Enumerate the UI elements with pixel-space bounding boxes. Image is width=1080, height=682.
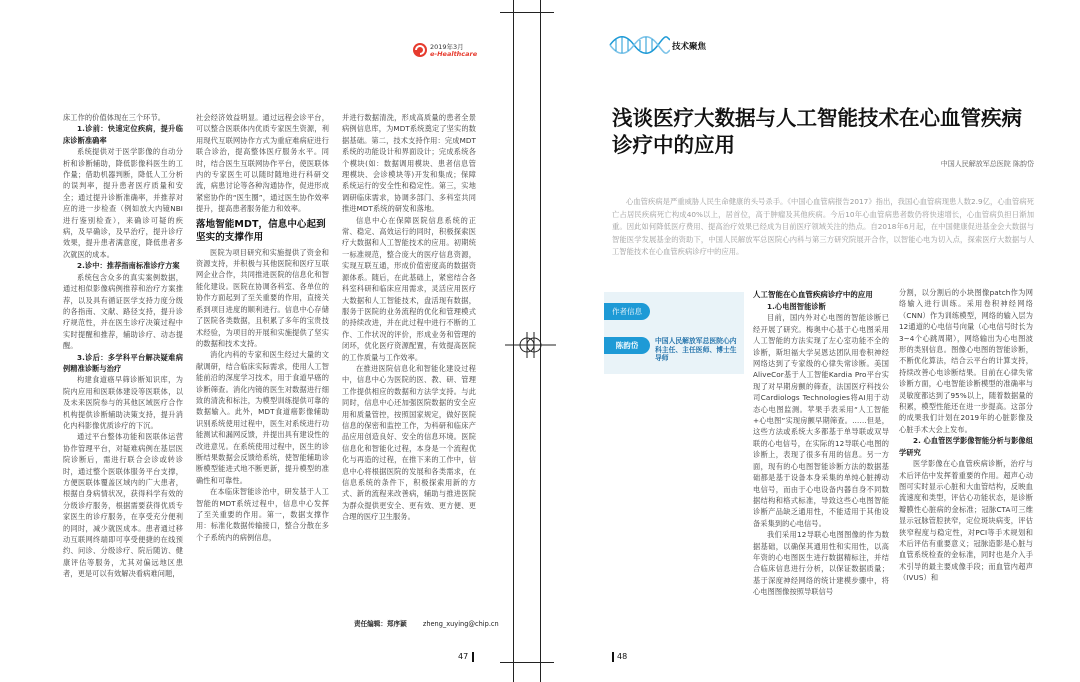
body-paragraph: 分割，以分割后的小块图像patch作为网络输入进行训练。采用卷积神经网络（CNN）作为训练模型，网络的输入层为12通道的心电信号向量（心电信号时长为3~4个心跳周期），网络输出为心电图波形的类别信息。图像心电图的智能诊断，不断优化算法，结合云平台的计算支持，持续改善心电诊断结果。目前在心律失常诊断方面，心电智能诊断模型的准确率与灵敏度都达到了95%以上，随着数据量的积累，模型性能还在进一步提高。这部分的成果我们计划在2019年的心脏影像及心脏手术大会上发布。 [899, 288, 1033, 434]
body-paragraph: 我们采用12导联心电图图像的作为数据基础，以确保其通用性和实用性，以高年资的心电图医生进行数据精标注，并结合临床信息进行分析，以保证数据质量；基于深度神经网络的统计建模步骤中，将心电图图像按照导联信号 [753, 530, 889, 597]
page-number-bar-left [472, 652, 474, 662]
body-paragraph: 床工作的价值体现在三个环节。 [63, 113, 166, 122]
body-paragraph: 目前，国内外对心电图的智能诊断已经开展了研究。梅奥中心基于心电图采用人工智能的方法实现了左心室功能不全的诊断，斯坦福大学吴恩达团队用卷积神经网络达到了专家级的心律失常诊断。美国AliveCor基于人工智能Kardia Pro平台实现了对早期房颤的筛查，法国医疗科技公司Cardiologs Technologies将AI用于动态心电图监测。苹果手表采用“人工智能+心电图”实现房颤早期筛查。……但是，这些方法或系统大多都基于单导联或双导联的心电信号，在实际的12导联心电图的诊断上，表现了很多有用的信息。另一方面，现有的心电图智能诊断方法的数据基础都是基于设备本身采集的单纯心脏搏动电信号，而由于心电设备内器自身不同数据结构和格式标准，导致这些心电图智能诊断产品缺乏通用性，不能适用于其他设备采集到的心电信号。 [753, 313, 889, 528]
crop-mark-bottom [500, 662, 554, 663]
body-paragraph: 并进行数据清洗，形成高质量的患者全景病例信息库，为MDT系统奠定了坚实的数据基础。第二，技术支持作用：完成MDT系统的功能设计和界面设计；完成系统各个模块(如：数据调用模块、患者信息管理模块、会诊模块等)开发和集成；保障系统运行的安全性和稳定性。第三，实地调研临床需求，协调多部门、多科室共同推进MDT系统的研发和落地。 [342, 113, 476, 214]
page-number-right: 48 [617, 652, 628, 661]
section-heading: 落地智能MDT，信息中心起到坚实的支撑作用 [196, 218, 326, 243]
crop-mark-top [500, 12, 554, 13]
header-brand: e-Healthcare [430, 50, 478, 58]
header-date: 2019年3月 [430, 43, 464, 51]
body-paragraph: 通过平台整体功能和医联体运营协作管理平台，对疑难病例在基层医院诊断后，需进行联合会诊或转诊时，通过整个医联体服务平台支撑，方便医联体覆盖区域内的广大患者，根据自身病情状况，获得科学有效的分级诊疗服务，根据需要获得优质专家医生的诊疗服务，在享受充分便利的同时，减少就医成本。患者通过移动互联网终端即可享受便捷的在线预约、问诊、分级诊疗、院后随访、健康评估等服务，尤其对偏远地区患者，更是可以有效解决看病难问题， [63, 432, 183, 579]
article-abstract: 心血管疾病是严重威胁人民生命健康的头号杀手。《中国心血管病报告2017》指出，我国心血管病现患人数2.9亿，心血管病死亡占居民疾病死亡构成40%以上，居首位，高于肿瘤及其他疾病。今后10年心血管病患者数仍将快速增长，心血管病负担日渐加重。因此如何降低医疗费用、提高治疗效果已经成为目前医疗领域关注的热点。自2018年6月起，在中国健康促进基金会大数据与智能医学发展基金的资助下，中国人民解放军总医院心内科与第三方研究院展开合作，以智能心电为切入点，探索医疗大数据与人工智能技术在心血管疾病诊疗中的应用。 [612, 197, 1034, 257]
right-column-2 [899, 287, 1033, 584]
author-info-label: 作者信息 [604, 303, 650, 320]
body-paragraph: 系统提供对于医学影像的自动分析和诊断辅助，降低影像科医生的工作量；借助机器判断，降低人工分析的误判率，提升患者医疗质量和安全；通过提升诊断准确率，并推荐对应的进一步检查（例如放大内镜NBI进行鉴别检查），来确诊可疑的疾病，及早确诊，及早治疗，提升诊疗效果，提升患者满意度，降低患者多次就医的成本。 [63, 147, 183, 259]
editor-label: 责任编辑：郑序颖 [354, 620, 407, 628]
body-paragraph: 系统包含众多的真实案例数据，通过相似影像病例推荐和治疗方案推荐，以及具有循证医学支持力度分级的各指南、文献、路径支持，提升诊疗规范性，并在医生诊疗决策过程中实时提醒和推荐，辅助诊疗、动态提醒。 [63, 272, 183, 351]
section-heading: 人工智能在心血管疾病诊疗中的应用 [753, 290, 873, 299]
body-paragraph: 信息中心在保障医院信息系统的正常、稳定、高效运行的同时，积极探索医疗大数据和人工智能技术的应用。初期统一标准规范，整合庞大的医疗信息资源，实现互联互通，形成价值密度高的数据资源体系。随后，在此基础上，紧密结合各科室科研和临床应用需求，灵活应用医疗大数据和人工智能技术，盘活现有数据，服务于医院的业务流程的优化和管理模式的持续改进，并在此过程中进行不断的工作、工作状况的评价，形成业务和管理的闭环，优化医疗资源配置，有效提高医院的工作质量与工作效率。 [342, 215, 476, 362]
body-paragraph: 社会经济效益明显。通过远程会诊平台，可以整合医联体内优质专家医生资源，利用现代互联网协作方式为重症难病症进行联合诊治，提高整体医疗服务水平。同时，结合医生互联网协作平台，使医联体内的专家医生可以随时随地进行科研交流，病患讨论等各种沟通协作，促进形成紧密协作的“医生圈”，通过医生协作效率提升，提高患者服务能力和效率。 [196, 113, 329, 214]
dna-helix-icon [608, 34, 670, 56]
right-column-1 [753, 287, 889, 598]
page-number-bar-right [612, 652, 614, 662]
body-paragraph: 在推进医院信息化和智能化建设过程中，信息中心为医院的医、教、研、管理工作提供相应的数据和方法学支持。与此同时，信息中心还加强医院数据的安全应用和质量管控，按照国家规定，做好医院信息的保密和监控工作，为科研和临床产品应用创造良好、安全的信息环境。医院信息化和智能化过程，本身是一个流程优化与再造的过程，在推下来的工作中，信息中心将根据医院的发展和各类需求，在信息系统的条件下，积极探索用新的方式、新的流程来改善病，辅助与推进医院为群众提供更安全、更有效、更方便、更合理的医疗卫生服务。 [342, 363, 476, 522]
editor-credit [354, 618, 499, 628]
left-page [0, 0, 526, 682]
subsection-heading: 1.心电图智能诊断 [767, 302, 826, 311]
page-number-left: 47 [458, 652, 469, 661]
subsection-heading: 1.诊前：快速定位疾病，提升临床诊断准确率 [63, 124, 183, 145]
body-paragraph: 医学影像在心血管疾病诊断，治疗与术后评估中发挥着重要的作用。超声心动图可实时显示心脏和大血管结构，反映血流速度和类型，评估心功能状态，是诊断瓣膜性心脏病的金标准；冠脉CTA可三维显示冠脉管腔狭窄，定位斑块病变，评估狭窄程度与稳定性，对PCI等手术规划和术后评估有重要意义；冠脉造影是心脏与血管系统检查的金标准，同时也是介入手术引导的最主要成像手段；而血管内超声（IVUS）和 [899, 459, 1033, 583]
e-healthcare-logo-icon [412, 42, 428, 58]
editor-email: zheng_xuying@chip.cn [422, 620, 499, 628]
body-paragraph: 医院为项目研究和实施提供了资金和资源支持，并积极与其他医院和医疗互联网企业合作，共同推进医院的信息化和智能化建设。医院在协调各科室、各单位的协作方面起到了至关重要的作用，直接关系到项目进度的顺利进行。信息中心存储了医院各类数据，且积累了多年的宝贵技术经验，为项目的开展和实施提供了坚实的数据和技术支持。 [196, 247, 329, 348]
left-column-1 [63, 112, 183, 580]
author-bio: 中国人民解放军总医院心内科主任、主任医师、博士生导师 [655, 337, 737, 362]
author-affiliation: 中国人民解放军总医院 陈韵岱 [940, 160, 1034, 168]
registration-mark-right-icon [512, 330, 556, 360]
body-paragraph: 构建食道癌早筛诊断知识库，为院内应用和医联体建设等医联体，以及未来医院参与的其他区域医疗合作机构提供诊断辅助决策支持，提升消化内科影像优质诊疗的下沉。 [63, 375, 183, 430]
article-title: 浅谈医疗大数据与人工智能技术在心血管疾病诊疗中的应用 [612, 106, 1022, 157]
left-column-2 [196, 112, 329, 543]
body-paragraph: 在本临床智能诊治中，研发基于人工智能的MDT系统过程中，信息中心发挥了至关重要的作用。第一，数据支撑作用：标准化数据传输接口，整合分散在多个子系统内的病例信息， [196, 487, 329, 542]
section-label: 技术聚焦 [672, 42, 707, 52]
author-name: 陈韵岱 [604, 337, 650, 354]
subsection-heading: 2. 心血管医学影像智能分析与影像组学研究 [899, 436, 1033, 457]
subsection-heading: 2.诊中：推荐指南标准诊疗方案 [77, 261, 180, 271]
subsection-heading: 3.诊后：多学科平台解决疑难病例精准诊断与治疗 [63, 352, 183, 373]
left-column-3 [342, 112, 476, 523]
body-paragraph: 消化内科的专家和医生经过大量的文献调研，结合临床实际需求，使用人工智能前沿的深度学习技术，用于食道早癌的诊断筛查。消化内镜的医生对数据进行细致的清洗和标注，为模型训练提供可靠的数据输入。此外，MDT食道癌影像辅助识别系统使用过程中，医生对系统进行功能测试和漏网反馈，并提出具有建设性的改进意见。在系统使用过程中，医生的诊断结果数据会反馈给系统，使智能辅助诊断模型能进式地不断更新，提升模型的准确性和可靠性。 [196, 350, 329, 485]
